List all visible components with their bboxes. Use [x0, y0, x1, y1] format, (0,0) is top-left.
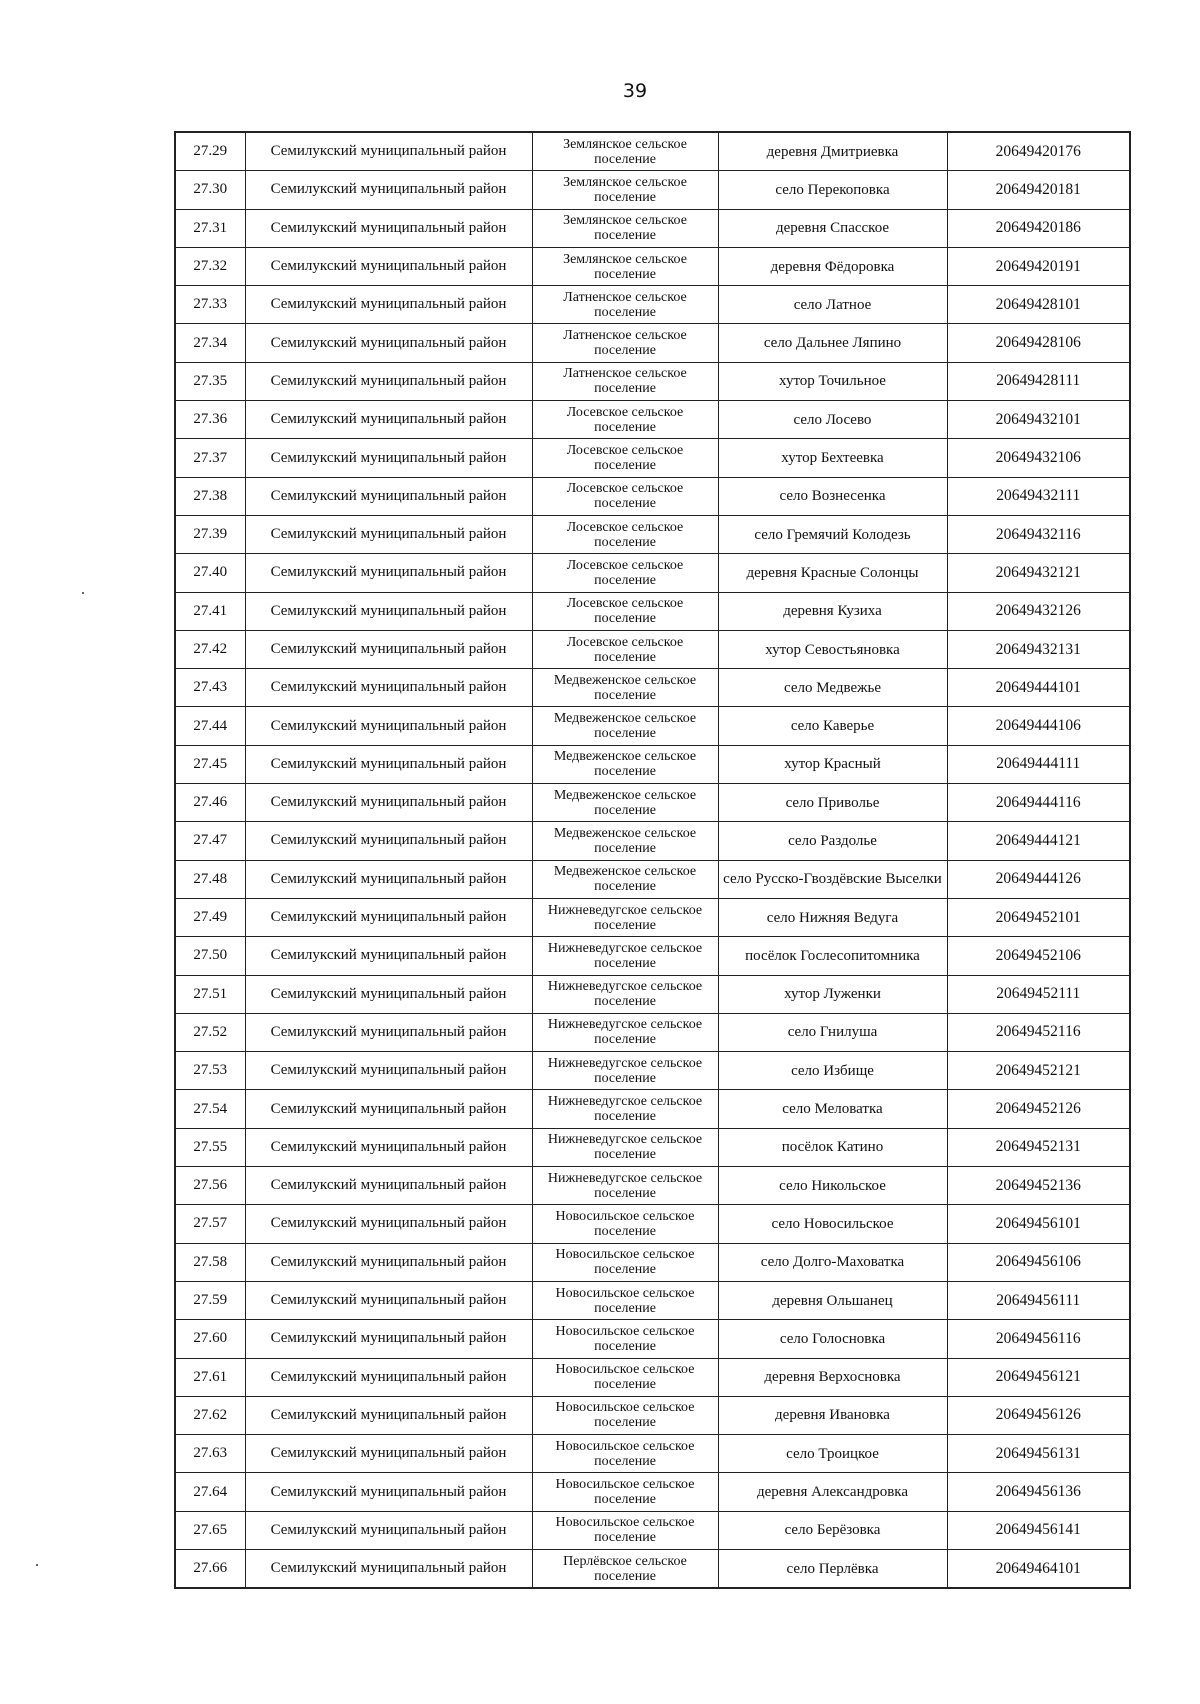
settlement-cell: Лосевское сельское поселение — [532, 439, 718, 477]
table-row — [175, 477, 1130, 515]
row-number: 27.52 — [175, 1013, 245, 1051]
settlement-cell: Нижневедугское сельское поселение — [532, 1167, 718, 1205]
district-cell: Семилукский муниципальный район — [245, 745, 532, 783]
locality-cell: посёлок Катино — [718, 1128, 947, 1166]
locality-cell: посёлок Гослесопитомника — [718, 937, 947, 975]
oktmo-code-cell: 20649452116 — [947, 1013, 1130, 1051]
scan-speck — [82, 592, 84, 594]
settlement-cell: Латненское сельское поселение — [532, 286, 718, 324]
settlement-cell: Новосильское сельское поселение — [532, 1281, 718, 1319]
district-cell: Семилукский муниципальный район — [245, 132, 532, 171]
table-row — [175, 1549, 1130, 1588]
locality-cell: деревня Верхосновка — [718, 1358, 947, 1396]
oktmo-code-cell: 20649456136 — [947, 1473, 1130, 1511]
district-cell: Семилукский муниципальный район — [245, 1549, 532, 1588]
oktmo-code-cell: 20649444106 — [947, 707, 1130, 745]
row-number: 27.62 — [175, 1396, 245, 1434]
row-number: 27.39 — [175, 515, 245, 553]
district-cell: Семилукский муниципальный район — [245, 1128, 532, 1166]
table-row — [175, 1013, 1130, 1051]
locality-cell: село Раздолье — [718, 822, 947, 860]
locality-cell: село Нижняя Ведуга — [718, 898, 947, 936]
table-row — [175, 132, 1130, 171]
scan-speck — [36, 1564, 38, 1566]
locality-cell: село Голосновка — [718, 1320, 947, 1358]
table-row — [175, 401, 1130, 439]
oktmo-code-cell: 20649456116 — [947, 1320, 1130, 1358]
settlement-cell: Нижневедугское сельское поселение — [532, 1013, 718, 1051]
district-cell: Семилукский муниципальный район — [245, 1281, 532, 1319]
oktmo-code-cell: 20649432116 — [947, 515, 1130, 553]
locality-cell: деревня Ольшанец — [718, 1281, 947, 1319]
table-row — [175, 171, 1130, 209]
oktmo-code-cell: 20649428111 — [947, 362, 1130, 400]
table-row — [175, 1320, 1130, 1358]
district-cell: Семилукский муниципальный район — [245, 592, 532, 630]
oktmo-code-cell: 20649432111 — [947, 477, 1130, 515]
district-cell: Семилукский муниципальный район — [245, 784, 532, 822]
table-row — [175, 898, 1130, 936]
table-row — [175, 592, 1130, 630]
settlements-table — [174, 131, 1131, 1589]
table-row — [175, 937, 1130, 975]
oktmo-code-cell: 20649452106 — [947, 937, 1130, 975]
table-row — [175, 822, 1130, 860]
oktmo-code-cell: 20649456111 — [947, 1281, 1130, 1319]
oktmo-code-cell: 20649432126 — [947, 592, 1130, 630]
oktmo-code-cell: 20649428106 — [947, 324, 1130, 362]
oktmo-code-cell: 20649452136 — [947, 1167, 1130, 1205]
district-cell: Семилукский муниципальный район — [245, 822, 532, 860]
locality-cell: село Вознесенка — [718, 477, 947, 515]
district-cell: Семилукский муниципальный район — [245, 1358, 532, 1396]
settlement-cell: Лосевское сельское поселение — [532, 477, 718, 515]
settlement-cell: Новосильское сельское поселение — [532, 1358, 718, 1396]
oktmo-code-cell: 20649432106 — [947, 439, 1130, 477]
district-cell: Семилукский муниципальный район — [245, 975, 532, 1013]
row-number: 27.60 — [175, 1320, 245, 1358]
settlement-cell: Нижневедугское сельское поселение — [532, 1052, 718, 1090]
settlement-cell: Новосильское сельское поселение — [532, 1396, 718, 1434]
locality-cell: деревня Ивановка — [718, 1396, 947, 1434]
oktmo-code-cell: 20649456131 — [947, 1435, 1130, 1473]
settlement-cell: Лосевское сельское поселение — [532, 592, 718, 630]
table-row — [175, 362, 1130, 400]
table-row — [175, 1396, 1130, 1434]
district-cell: Семилукский муниципальный район — [245, 209, 532, 247]
row-number: 27.63 — [175, 1435, 245, 1473]
oktmo-code-cell: 20649432121 — [947, 554, 1130, 592]
row-number: 27.38 — [175, 477, 245, 515]
row-number: 27.50 — [175, 937, 245, 975]
district-cell: Семилукский муниципальный район — [245, 439, 532, 477]
table-row — [175, 1167, 1130, 1205]
locality-cell: село Лосево — [718, 401, 947, 439]
district-cell: Семилукский муниципальный район — [245, 324, 532, 362]
locality-cell: хутор Луженки — [718, 975, 947, 1013]
oktmo-code-cell: 20649452126 — [947, 1090, 1130, 1128]
row-number: 27.61 — [175, 1358, 245, 1396]
oktmo-code-cell: 20649432101 — [947, 401, 1130, 439]
district-cell: Семилукский муниципальный район — [245, 630, 532, 668]
district-cell: Семилукский муниципальный район — [245, 707, 532, 745]
district-cell: Семилукский муниципальный район — [245, 1243, 532, 1281]
row-number: 27.53 — [175, 1052, 245, 1090]
locality-cell: село Берёзовка — [718, 1511, 947, 1549]
table-row — [175, 1052, 1130, 1090]
page-number: 39 — [622, 80, 648, 102]
district-cell: Семилукский муниципальный район — [245, 860, 532, 898]
oktmo-code-cell: 20649420176 — [947, 132, 1130, 171]
table-row — [175, 1473, 1130, 1511]
table-row — [175, 1435, 1130, 1473]
row-number: 27.54 — [175, 1090, 245, 1128]
row-number: 27.44 — [175, 707, 245, 745]
row-number: 27.55 — [175, 1128, 245, 1166]
oktmo-code-cell: 20649420181 — [947, 171, 1130, 209]
oktmo-code-cell: 20649444111 — [947, 745, 1130, 783]
oktmo-code-cell: 20649432131 — [947, 630, 1130, 668]
row-number: 27.35 — [175, 362, 245, 400]
table-row — [175, 1205, 1130, 1243]
table-row — [175, 784, 1130, 822]
locality-cell: село Каверье — [718, 707, 947, 745]
table-row — [175, 1128, 1130, 1166]
district-cell: Семилукский муниципальный район — [245, 1090, 532, 1128]
locality-cell: деревня Спасское — [718, 209, 947, 247]
settlement-cell: Медвеженское сельское поселение — [532, 860, 718, 898]
settlement-cell: Землянское сельское поселение — [532, 247, 718, 285]
settlement-cell: Медвеженское сельское поселение — [532, 822, 718, 860]
table-row — [175, 630, 1130, 668]
locality-cell: село Долго-Маховатка — [718, 1243, 947, 1281]
oktmo-code-cell: 20649428101 — [947, 286, 1130, 324]
locality-cell: деревня Красные Солонцы — [718, 554, 947, 592]
settlement-cell: Нижневедугское сельское поселение — [532, 1090, 718, 1128]
oktmo-code-cell: 20649452131 — [947, 1128, 1130, 1166]
locality-cell: село Никольское — [718, 1167, 947, 1205]
district-cell: Семилукский муниципальный район — [245, 1473, 532, 1511]
settlement-cell: Перлёвское сельское поселение — [532, 1549, 718, 1588]
table-row — [175, 1358, 1130, 1396]
settlement-cell: Лосевское сельское поселение — [532, 554, 718, 592]
oktmo-code-cell: 20649444116 — [947, 784, 1130, 822]
settlement-cell: Землянское сельское поселение — [532, 209, 718, 247]
oktmo-code-cell: 20649420191 — [947, 247, 1130, 285]
locality-cell: село Новосильское — [718, 1205, 947, 1243]
oktmo-code-cell: 20649444101 — [947, 669, 1130, 707]
locality-cell: хутор Точильное — [718, 362, 947, 400]
row-number: 27.59 — [175, 1281, 245, 1319]
row-number: 27.57 — [175, 1205, 245, 1243]
row-number: 27.40 — [175, 554, 245, 592]
table-row — [175, 209, 1130, 247]
locality-cell: село Троицкое — [718, 1435, 947, 1473]
district-cell: Семилукский муниципальный район — [245, 286, 532, 324]
table-row — [175, 707, 1130, 745]
oktmo-code-cell: 20649452121 — [947, 1052, 1130, 1090]
row-number: 27.51 — [175, 975, 245, 1013]
locality-cell: село Латное — [718, 286, 947, 324]
district-cell: Семилукский муниципальный район — [245, 1052, 532, 1090]
table-row — [175, 515, 1130, 553]
oktmo-code-cell: 20649456101 — [947, 1205, 1130, 1243]
settlement-cell: Новосильское сельское поселение — [532, 1243, 718, 1281]
row-number: 27.37 — [175, 439, 245, 477]
locality-cell: село Гремячий Колодезь — [718, 515, 947, 553]
settlement-cell: Землянское сельское поселение — [532, 132, 718, 171]
settlement-cell: Медвеженское сельское поселение — [532, 669, 718, 707]
row-number: 27.65 — [175, 1511, 245, 1549]
table-row — [175, 286, 1130, 324]
row-number: 27.56 — [175, 1167, 245, 1205]
locality-cell: село Перлёвка — [718, 1549, 947, 1588]
row-number: 27.31 — [175, 209, 245, 247]
settlement-cell: Нижневедугское сельское поселение — [532, 1128, 718, 1166]
settlement-cell: Лосевское сельское поселение — [532, 630, 718, 668]
oktmo-code-cell: 20649456141 — [947, 1511, 1130, 1549]
locality-cell: деревня Кузиха — [718, 592, 947, 630]
district-cell: Семилукский муниципальный район — [245, 1435, 532, 1473]
settlement-cell: Медвеженское сельское поселение — [532, 707, 718, 745]
row-number: 27.33 — [175, 286, 245, 324]
table-row — [175, 1281, 1130, 1319]
table-row — [175, 1511, 1130, 1549]
settlement-cell: Медвеженское сельское поселение — [532, 745, 718, 783]
district-cell: Семилукский муниципальный район — [245, 898, 532, 936]
row-number: 27.48 — [175, 860, 245, 898]
settlement-cell: Новосильское сельское поселение — [532, 1435, 718, 1473]
district-cell: Семилукский муниципальный район — [245, 1396, 532, 1434]
district-cell: Семилукский муниципальный район — [245, 515, 532, 553]
table-row — [175, 975, 1130, 1013]
row-number: 27.58 — [175, 1243, 245, 1281]
district-cell: Семилукский муниципальный район — [245, 247, 532, 285]
oktmo-code-cell: 20649456126 — [947, 1396, 1130, 1434]
row-number: 27.42 — [175, 630, 245, 668]
locality-cell: хутор Красный — [718, 745, 947, 783]
row-number: 27.47 — [175, 822, 245, 860]
table-row — [175, 669, 1130, 707]
district-cell: Семилукский муниципальный район — [245, 477, 532, 515]
locality-cell: село Меловатка — [718, 1090, 947, 1128]
locality-cell: село Избище — [718, 1052, 947, 1090]
table-row — [175, 439, 1130, 477]
district-cell: Семилукский муниципальный район — [245, 1511, 532, 1549]
locality-cell: село Медвежье — [718, 669, 947, 707]
row-number: 27.30 — [175, 171, 245, 209]
row-number: 27.49 — [175, 898, 245, 936]
table-row — [175, 554, 1130, 592]
table-row — [175, 860, 1130, 898]
oktmo-code-cell: 20649444121 — [947, 822, 1130, 860]
row-number: 27.66 — [175, 1549, 245, 1588]
table-body — [175, 132, 1130, 1588]
district-cell: Семилукский муниципальный район — [245, 1205, 532, 1243]
district-cell: Семилукский муниципальный район — [245, 1167, 532, 1205]
settlement-cell: Лосевское сельское поселение — [532, 515, 718, 553]
row-number: 27.32 — [175, 247, 245, 285]
locality-cell: село Гнилуша — [718, 1013, 947, 1051]
settlement-cell: Новосильское сельское поселение — [532, 1511, 718, 1549]
settlement-cell: Латненское сельское поселение — [532, 362, 718, 400]
district-cell: Семилукский муниципальный район — [245, 362, 532, 400]
settlement-cell: Нижневедугское сельское поселение — [532, 975, 718, 1013]
settlement-cell: Новосильское сельское поселение — [532, 1473, 718, 1511]
table-row — [175, 247, 1130, 285]
row-number: 27.45 — [175, 745, 245, 783]
settlement-cell: Нижневедугское сельское поселение — [532, 898, 718, 936]
settlement-cell: Землянское сельское поселение — [532, 171, 718, 209]
row-number: 27.46 — [175, 784, 245, 822]
table-row — [175, 324, 1130, 362]
district-cell: Семилукский муниципальный район — [245, 669, 532, 707]
row-number: 27.64 — [175, 1473, 245, 1511]
locality-cell: село Приволье — [718, 784, 947, 822]
table-row — [175, 1243, 1130, 1281]
locality-cell: деревня Дмитриевка — [718, 132, 947, 171]
district-cell: Семилукский муниципальный район — [245, 937, 532, 975]
locality-cell: село Дальнее Ляпино — [718, 324, 947, 362]
oktmo-code-cell: 20649456106 — [947, 1243, 1130, 1281]
oktmo-code-cell: 20649452111 — [947, 975, 1130, 1013]
settlement-cell: Новосильское сельское поселение — [532, 1205, 718, 1243]
locality-cell: деревня Фёдоровка — [718, 247, 947, 285]
locality-cell: хутор Севостьяновка — [718, 630, 947, 668]
locality-cell: деревня Александровка — [718, 1473, 947, 1511]
settlement-cell: Новосильское сельское поселение — [532, 1320, 718, 1358]
oktmo-code-cell: 20649464101 — [947, 1549, 1130, 1588]
locality-cell: село Русско-Гвоздёвские Выселки — [718, 860, 947, 898]
locality-cell: хутор Бехтеевка — [718, 439, 947, 477]
table-row — [175, 1090, 1130, 1128]
settlement-cell: Медвеженское сельское поселение — [532, 784, 718, 822]
oktmo-code-cell: 20649420186 — [947, 209, 1130, 247]
oktmo-code-cell: 20649444126 — [947, 860, 1130, 898]
row-number: 27.29 — [175, 132, 245, 171]
table-row — [175, 745, 1130, 783]
district-cell: Семилукский муниципальный район — [245, 1013, 532, 1051]
row-number: 27.34 — [175, 324, 245, 362]
oktmo-code-cell: 20649456121 — [947, 1358, 1130, 1396]
district-cell: Семилукский муниципальный район — [245, 171, 532, 209]
settlement-cell: Лосевское сельское поселение — [532, 401, 718, 439]
row-number: 27.43 — [175, 669, 245, 707]
district-cell: Семилукский муниципальный район — [245, 554, 532, 592]
district-cell: Семилукский муниципальный район — [245, 1320, 532, 1358]
locality-cell: село Перекоповка — [718, 171, 947, 209]
district-cell: Семилукский муниципальный район — [245, 401, 532, 439]
row-number: 27.36 — [175, 401, 245, 439]
row-number: 27.41 — [175, 592, 245, 630]
settlement-cell: Латненское сельское поселение — [532, 324, 718, 362]
oktmo-code-cell: 20649452101 — [947, 898, 1130, 936]
settlement-cell: Нижневедугское сельское поселение — [532, 937, 718, 975]
